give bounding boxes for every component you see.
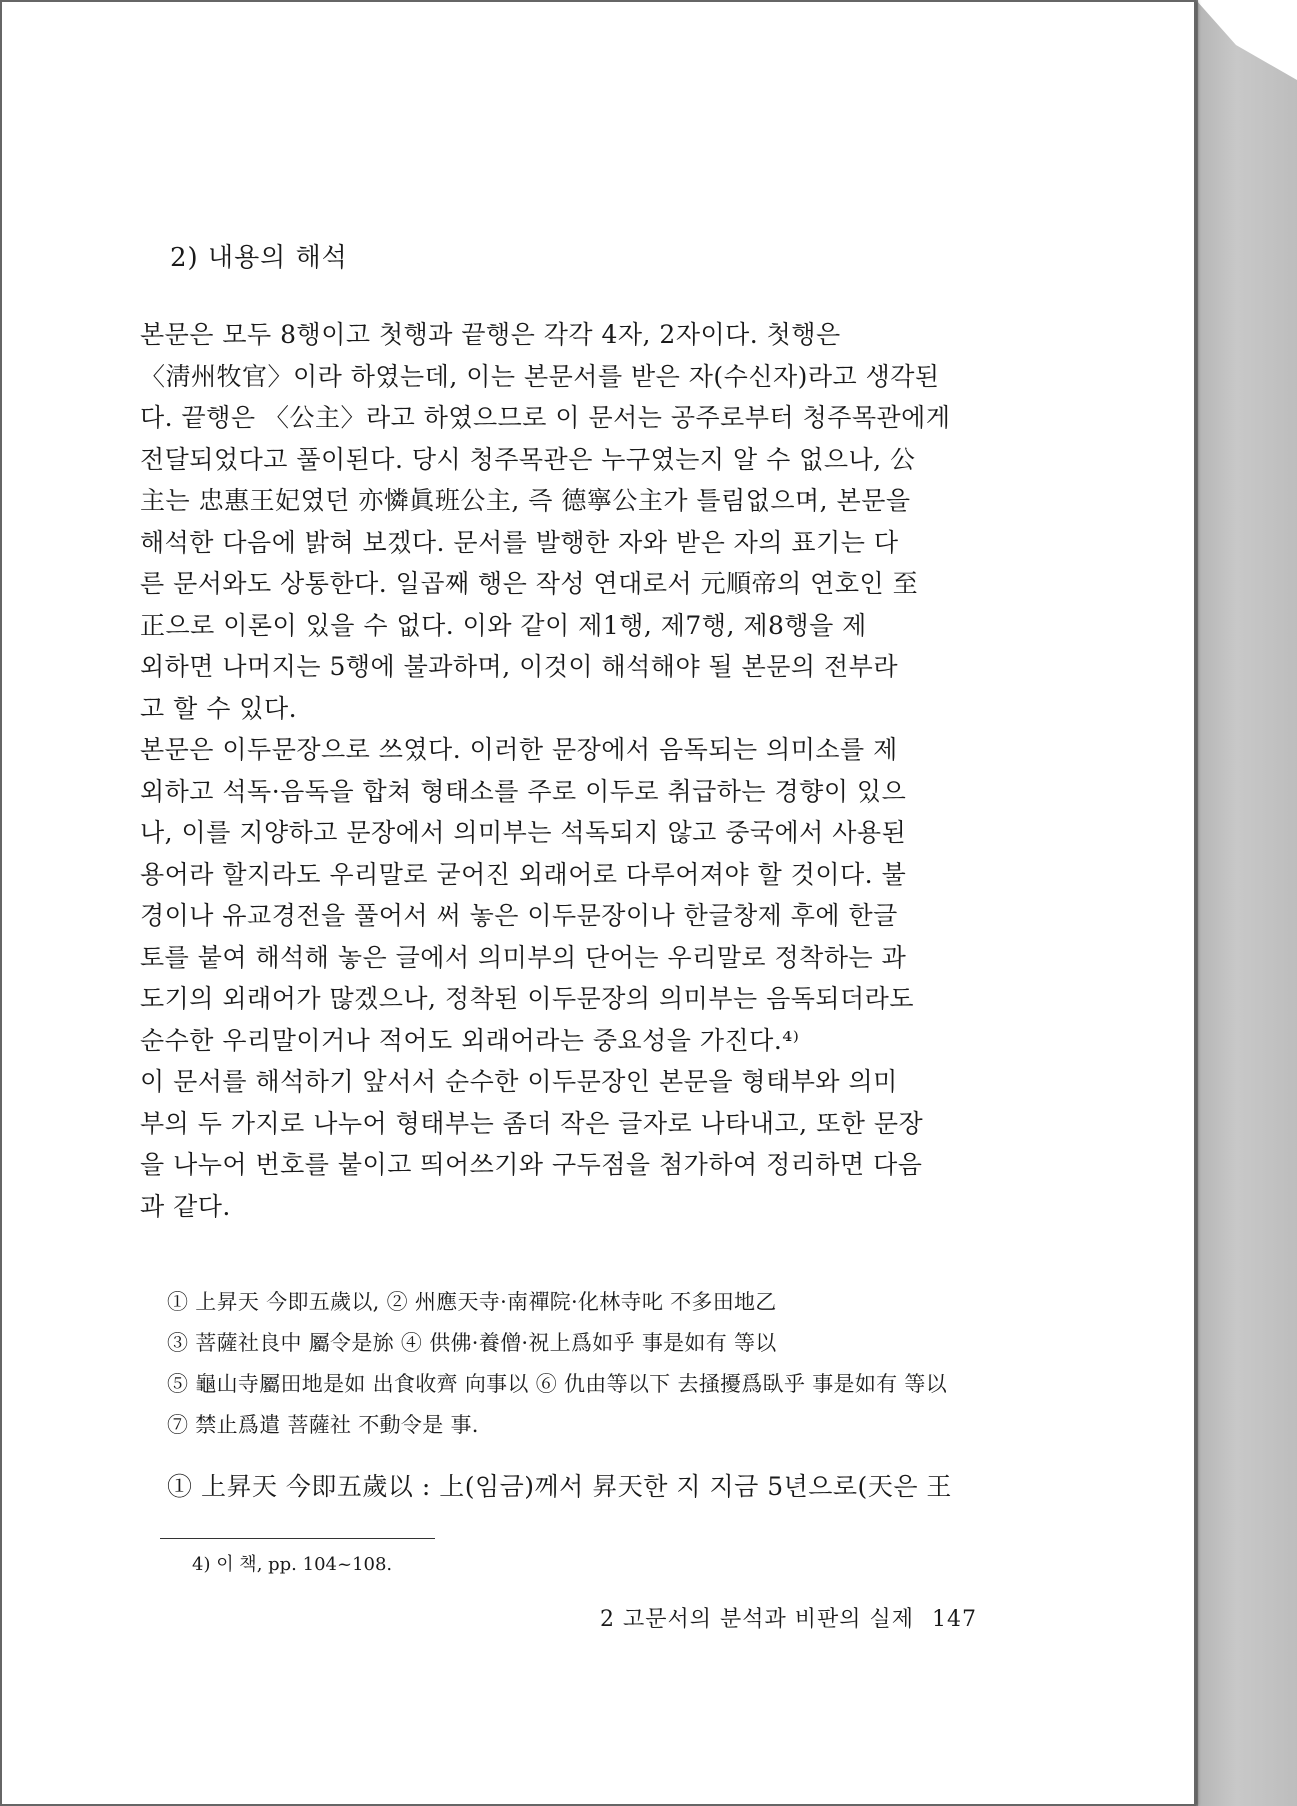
text-line: 부의 두 가지로 나누어 형태부는 좀더 작은 글자로 나타내고, 또한 문장	[140, 1108, 924, 1138]
section-heading: 2) 내용의 해석	[170, 243, 348, 273]
text-line: 해석한 다음에 밝혀 보겠다. 문서를 발행한 자와 받은 자의 표기는 다	[140, 527, 899, 557]
text-line: 다. 끝행은 〈公主〉라고 하였으므로 이 문서는 공주로부터 청주목관에게	[140, 403, 951, 432]
text-line: 용어라 할지라도 우리말로 굳어진 외래어로 다루어져야 할 것이다. 불	[140, 859, 907, 889]
interpretation-line: ① 上昇天 今即五歲以 : 上(임금)께서 昇天한 지 지금 5년으로(天은 王	[167, 1472, 952, 1501]
text-line: 외하고 석독·음독을 합쳐 형태소를 주로 이두로 취급하는 경향이 있으	[140, 776, 907, 806]
footnote-divider	[160, 1538, 435, 1539]
text-line: 主는 忠惠王妃였던 亦憐眞班公主, 즉 德寧公主가 틀림없으며, 본문을	[140, 486, 911, 515]
text-line: 경이나 유교경전을 풀어서 써 놓은 이두문장이나 한글창제 후에 한글	[140, 901, 898, 930]
paragraph-2	[140, 729, 1040, 1061]
example-line: ⑤ 龜山寺屬田地是如 出食收齊 向事以 ⑥ 仇由等以下 去掻擾爲臥乎 事是如有 等以	[167, 1372, 947, 1396]
running-footer	[600, 1602, 977, 1633]
example-sentences	[167, 1282, 1047, 1446]
page-edge-line	[1196, 0, 1198, 1806]
footnote: 4) 이 책, pp. 104~108.	[192, 1554, 393, 1575]
paragraph-3	[140, 1061, 1040, 1227]
text-line: 을 나누어 번호를 붙이고 띄어쓰기와 구두점을 첨가하여 정리하면 다음	[140, 1150, 923, 1179]
example-line: ① 上昇天 今即五歲以, ② 州應天寺·南禪院·化林寺叱 不多田地乙	[167, 1290, 777, 1314]
page-number: 147	[932, 1607, 977, 1632]
text-line: 른 문서와도 상통한다. 일곱째 행은 작성 연대로서 元順帝의 연호인 至	[140, 569, 919, 598]
example-line: ⑦ 禁止爲遣 菩薩社 不動令是 事.	[167, 1413, 479, 1437]
text-line: 도기의 외래어가 많겠으나, 정착된 이두문장의 의미부는 음독되더라도	[140, 984, 914, 1013]
text-line: 고 할 수 있다.	[140, 693, 298, 723]
text-line: 전달되었다고 풀이된다. 당시 청주목관은 누구였는지 알 수 없으나, 公	[140, 444, 916, 474]
text-line: 본문은 이두문장으로 쓰였다. 이러한 문장에서 음독되는 의미소를 제	[140, 735, 898, 764]
text-line: 〈淸州牧官〉이라 하였는데, 이는 본문서를 받은 자(수신자)라고 생각된	[140, 361, 940, 391]
body-text	[140, 314, 1040, 1227]
text-line: 나, 이를 지양하고 문장에서 의미부는 석독되지 않고 중국에서 사용된	[140, 818, 907, 847]
book-side-edge	[1196, 0, 1297, 1806]
text-line: 과 같다.	[140, 1191, 231, 1221]
paragraph-1	[140, 314, 1040, 729]
text-line: 외하면 나머지는 5행에 불과하며, 이것이 해석해야 될 본문의 전부라	[140, 652, 898, 681]
text-line: 이 문서를 해석하기 앞서서 순수한 이두문장인 본문을 형태부와 의미	[140, 1067, 898, 1096]
text-line: 토를 붙여 해석해 놓은 글에서 의미부의 단어는 우리말로 정착하는 과	[140, 942, 907, 972]
chapter-title: 2 고문서의 분석과 비판의 실제	[600, 1607, 914, 1632]
text-line: 순수한 우리말이거나 적어도 외래어라는 중요성을 가진다.⁴⁾	[140, 1025, 800, 1055]
example-line: ③ 菩薩社良中 屬令是旀 ④ 供佛·養僧·祝上爲如乎 事是如有 等以	[167, 1331, 777, 1355]
text-line: 正으로 이론이 있을 수 없다. 이와 같이 제1행, 제7행, 제8행을 제	[140, 610, 867, 640]
text-line: 본문은 모두 8행이고 첫행과 끝행은 각각 4자, 2자이다. 첫행은	[140, 320, 841, 349]
